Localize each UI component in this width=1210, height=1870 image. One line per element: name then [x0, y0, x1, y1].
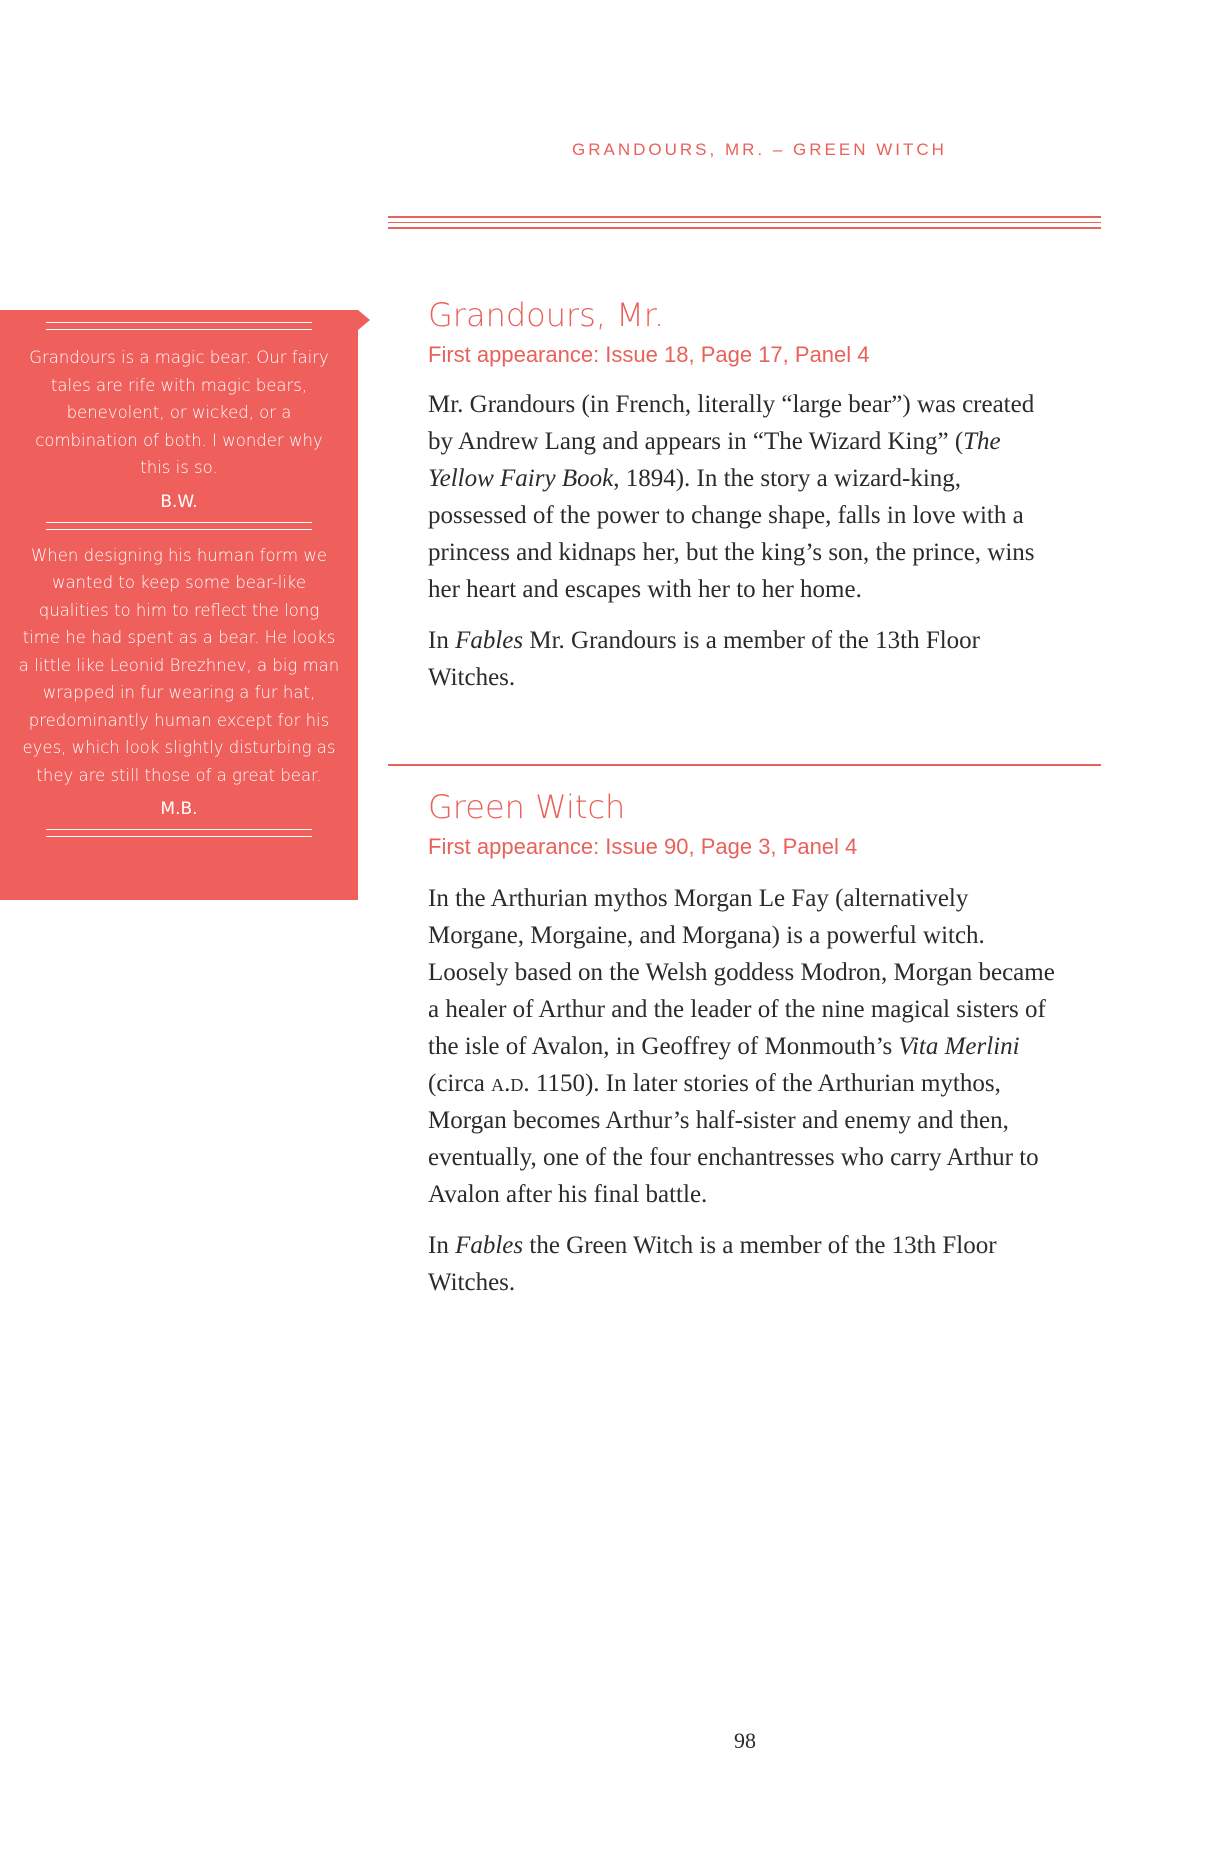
entry-body-grandours [428, 386, 1058, 710]
sidebar-signature-2: M.B. [160, 799, 198, 819]
sidebar-rule-bottom [46, 829, 312, 837]
header-rules [388, 216, 1101, 233]
entry-first-appearance: First appearance: Issue 90, Page 3, Panel 4 [428, 834, 858, 859]
page-number: 98 [734, 1728, 756, 1753]
entry-paragraph: In Fables the Green Witch is a member of the 13th Floor Witches. [428, 1232, 997, 1296]
entry-divider [388, 764, 1101, 766]
running-head: GRANDOURS, MR. – GREEN WITCH [572, 140, 947, 159]
entry-paragraph: In the Arthurian mythos Morgan Le Fay (alternatively Morgane, Morgaine, and Morgana) is a powerful witch. Loosely based on the Welsh goddess Modron, Morgan became a healer of Arthur and the leader of the nine magical sisters of the isle of Avalon, in Geoffrey of Monmouth’s Vita Merlini (circa a.d. 1150). In later stories of the Arthurian mythos, Morgan becomes Arthur’s half-sister and enemy and then, eventually, one of the four enchantresses who carry Arthur to Avalon after his final battle. [428, 885, 1055, 1208]
sidebar-rule-middle [46, 522, 312, 530]
sidebar-note-box [0, 310, 358, 900]
entry-paragraph: Mr. Grandours (in French, literally “large bear”) was created by Andrew Lang and appears in “The Wizard King” (The Yellow Fairy Book, 1894). In the story a wizard-king, possessed of the power to change shape, falls in love with a princess and kidnaps her, but the king’s son, the prince, wins her heart and escapes with her to her home. [428, 391, 1035, 603]
sidebar-rule-top [46, 322, 312, 330]
sidebar-signature-1: B.W. [160, 491, 198, 512]
entry-first-appearance: First appearance: Issue 18, Page 17, Panel 4 [428, 342, 870, 367]
entry-body-green-witch [428, 880, 1058, 1315]
entry-title-green-witch: Green Witch [428, 788, 626, 826]
entry-title-grandours: Grandours, Mr. [428, 296, 665, 334]
sidebar-note-2: When designing his human form we wanted to keep some bear-like qualities to him to reflect the long time he had spent as a bear. He looks a little like Leonid Brezhnev, a big man wrapped in fur wearing a fur hat, predominantly human except for his eyes, which look slightly disturbing as they are still those of a great bear. [18, 545, 340, 785]
sidebar-note-1: Grandours is a magic bear. Our fairy tales are rife with magic bears, benevolent, or wicked, or a combination of both. I wonder why this is so. [29, 348, 329, 477]
entry-paragraph: In Fables Mr. Grandours is a member of the 13th Floor Witches. [428, 627, 980, 691]
